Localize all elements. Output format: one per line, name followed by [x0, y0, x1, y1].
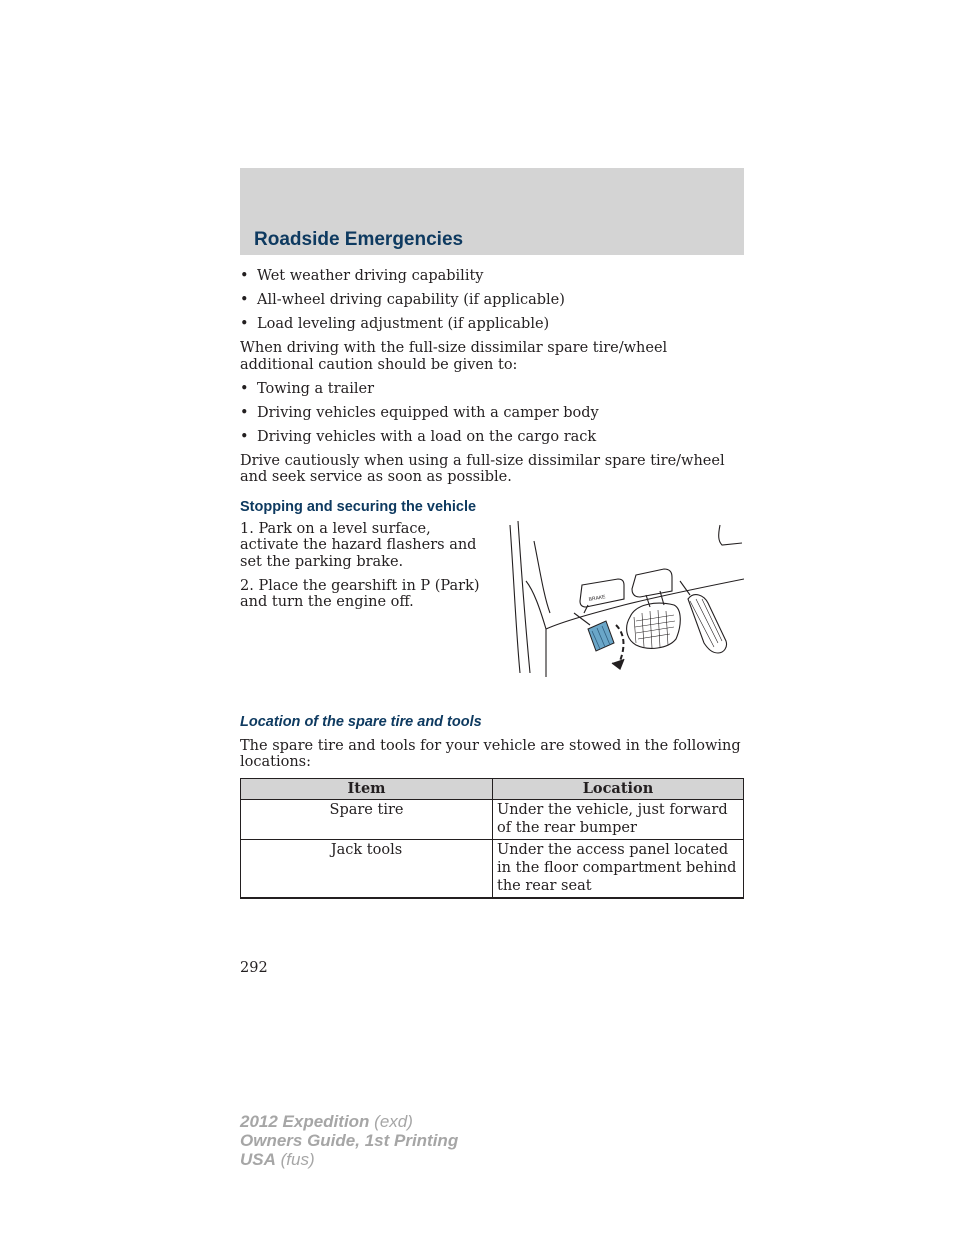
column-header-item: Item — [241, 779, 493, 800]
spare-location-heading: Location of the spare tire and tools — [240, 713, 482, 730]
step-1: 1. Park on a level surface, activate the hazard flashers and set the parking brake. — [240, 520, 477, 570]
caution-intro: When driving with the full-size dissimilar spare tire/wheel additional caution should be given to: — [240, 340, 668, 373]
table-cell-location: Under the access panel located in the floor compartment behind the rear seat — [493, 840, 744, 899]
footer-line-1 — [240, 1112, 458, 1131]
stopping-section — [240, 521, 744, 713]
table-row — [241, 840, 744, 899]
stopping-heading: Stopping and securing the vehicle — [240, 498, 477, 515]
footer-region: USA — [240, 1150, 276, 1169]
table-cell-location: Under the vehicle, just forward of the rear bumper — [493, 800, 744, 840]
parking-brake-illustration — [504, 521, 744, 677]
table-cell-item: Jack tools — [241, 840, 493, 899]
list-item: • Towing a trailer — [240, 381, 744, 398]
list-item: • Driving vehicles equipped with a camper body — [240, 405, 744, 422]
list-item: • All-wheel driving capability (if applicable) — [240, 292, 744, 309]
document-footer — [240, 1112, 458, 1169]
footer-model: 2012 Expedition — [240, 1112, 370, 1131]
footer-line-2 — [240, 1131, 458, 1150]
footer-model-code: (exd) — [369, 1112, 413, 1131]
step-2: 2. Place the gearshift in P (Park) and turn the engine off. — [240, 577, 480, 610]
footer-line-3 — [240, 1150, 458, 1169]
stopping-steps — [240, 521, 490, 619]
table-cell-item: Spare tire — [241, 800, 493, 840]
caution-list — [240, 381, 744, 446]
list-item: • Driving vehicles with a load on the cargo rack — [240, 429, 744, 446]
list-item: • Load leveling adjustment (if applicable) — [240, 316, 744, 333]
brake-label: BRAKE — [588, 593, 607, 603]
spare-tire-location-table — [240, 778, 744, 899]
list-item: • Wet weather driving capability — [240, 268, 744, 285]
page-content — [240, 268, 744, 899]
table-header-row — [241, 779, 744, 800]
capability-list — [240, 268, 744, 333]
push-arrow-icon — [612, 625, 624, 669]
footer-region-code: (fus) — [275, 1150, 315, 1169]
page-number: 292 — [240, 960, 268, 976]
spare-location-intro: The spare tire and tools for your vehicle are stowed in the following locations: — [240, 737, 741, 770]
column-header-location: Location — [493, 779, 744, 800]
table-row — [241, 800, 744, 840]
parking-brake-pedal — [588, 621, 614, 651]
drive-note: Drive cautiously when using a full-size dissimilar spare tire/wheel and seek service as soon as possible. — [240, 452, 725, 485]
footer-guide: Owners Guide, 1st Printing — [240, 1131, 459, 1150]
section-title: Roadside Emergencies — [254, 229, 464, 250]
